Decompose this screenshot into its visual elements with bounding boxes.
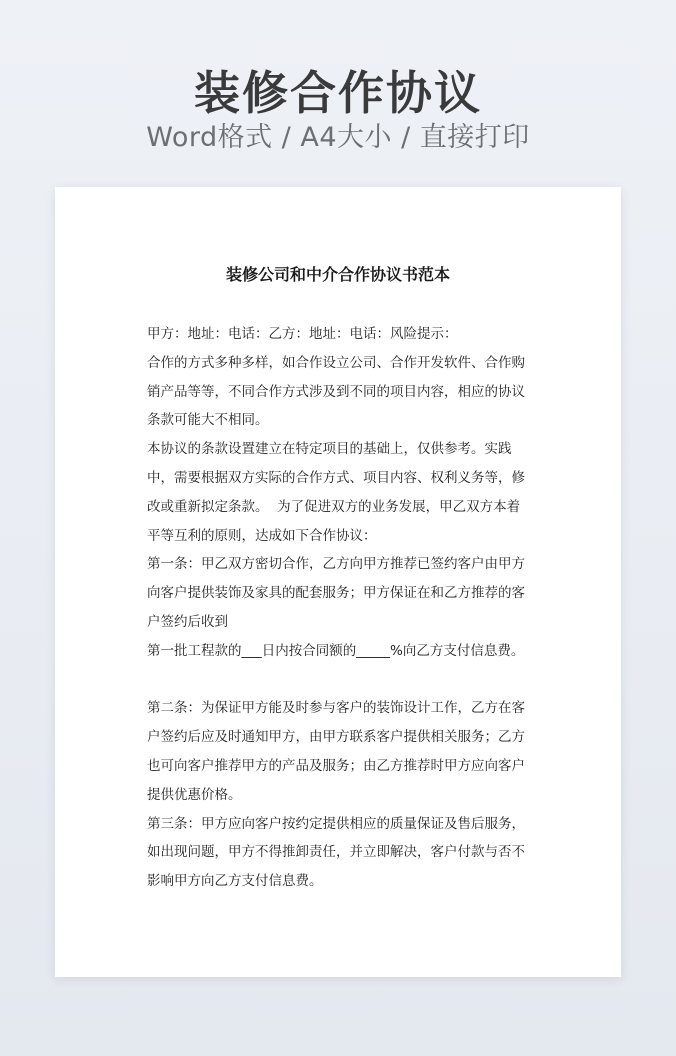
preamble-paragraph: 本协议的条款设置建立在特定项目的基础上，仅供参考。实践中，需要根据双方实际的合作方式、项目内容、权利义务等，修改或重新拟定条款。 为了促进双方的业务发展，甲乙双方本着平等互利的原则，达成如下合作协议： [147, 441, 525, 544]
document-body [147, 320, 532, 896]
hero-subtitle: Word格式 / A4大小 / 直接打印 [146, 122, 530, 153]
article-2-paragraph: 第二条：为保证甲方能及时参与客户的装饰设计工作，乙方在客户签约后应及时通知甲方，由甲方联系客户提供相关服务；乙方也可向客户推荐甲方的产品及服务；由乙方推荐时甲方应向客户提供优惠价格。 [147, 700, 525, 803]
risk-note-paragraph: 合作的方式多种多样，如合作设立公司、合作开发软件、合作购销产品等等，不同合作方式涉及到不同的项目内容，相应的协议条款可能大不相同。 [147, 354, 525, 429]
parties-line: 甲方：地址：电话：乙方：地址：电话：风险提示： [147, 326, 458, 342]
document-page [55, 187, 621, 977]
article-3-paragraph: 第三条：甲方应向客户按约定提供相应的质量保证及售后服务，如出现问题，甲方不得推卸责任，并立即解决，客户付款与否不影响甲方向乙方支付信息费。 [147, 815, 525, 890]
hero-title: 装修合作协议 [194, 66, 482, 120]
document-title: 装修公司和中介合作协议书范本 [225, 265, 450, 284]
article-1-fee-line: 第一批工程款的___日内按合同额的_____%向乙方支付信息费。 [147, 642, 525, 659]
article-1-paragraph: 第一条：甲乙双方密切合作，乙方向甲方推荐已签约客户由甲方向客户提供装饰及家具的配套服务；甲方保证在和乙方推荐的客户签约后收到 [147, 556, 525, 630]
